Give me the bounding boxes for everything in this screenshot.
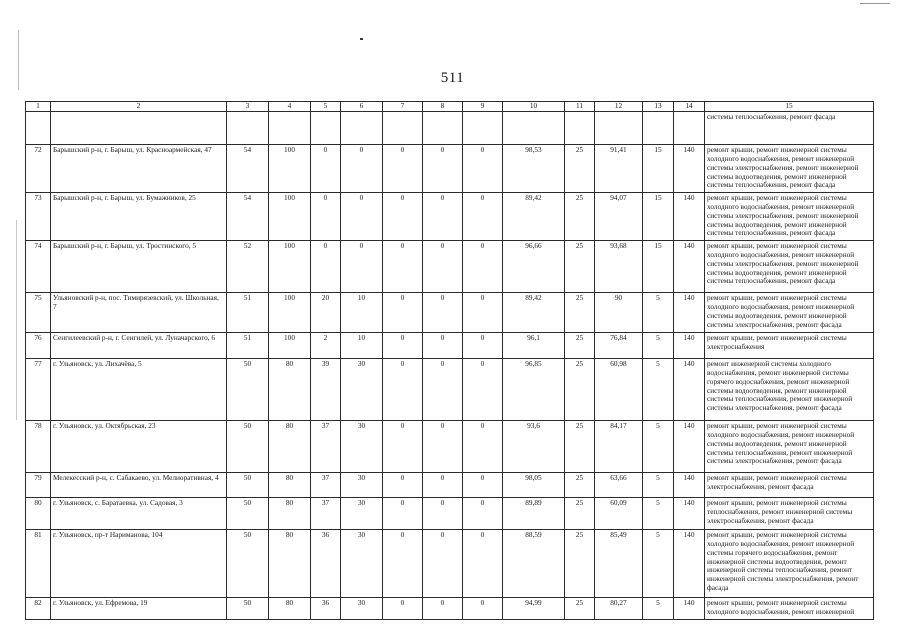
column-header-12: 12 bbox=[595, 102, 643, 112]
value-cell-c5: 36 bbox=[311, 597, 341, 619]
address-cell: г. Ульяновск, пр-т Нариманова, 104 bbox=[51, 529, 227, 597]
registry-table bbox=[25, 101, 874, 620]
value-cell-c8: 0 bbox=[423, 292, 463, 332]
value-cell-c7: 0 bbox=[383, 529, 423, 597]
value-cell-c6: 30 bbox=[341, 597, 383, 619]
value-cell-c13: 5 bbox=[643, 529, 674, 597]
value-cell-c4: 80 bbox=[269, 420, 311, 472]
value-cell-c7: 0 bbox=[383, 192, 423, 240]
table-row bbox=[26, 529, 874, 597]
column-header-15: 15 bbox=[705, 102, 874, 112]
value-cell-c7: 0 bbox=[383, 497, 423, 529]
value-cell-c3: 54 bbox=[227, 192, 269, 240]
value-cell-c7: 0 bbox=[383, 358, 423, 420]
value-cell-c9: 0 bbox=[463, 358, 503, 420]
value-cell-c6: 0 bbox=[341, 144, 383, 192]
value-cell-c8: 0 bbox=[423, 529, 463, 597]
value-cell-c11: 25 bbox=[565, 292, 595, 332]
value-cell-c5: 0 bbox=[311, 144, 341, 192]
scan-mark bbox=[16, 220, 17, 420]
value-cell-c3: 50 bbox=[227, 497, 269, 529]
value-cell-c5: 0 bbox=[311, 240, 341, 292]
value-cell-c14: 140 bbox=[674, 292, 705, 332]
column-header-2: 2 bbox=[51, 102, 227, 112]
value-cell-c14: 140 bbox=[674, 597, 705, 619]
value-cell-c10: 98,53 bbox=[503, 144, 565, 192]
table-row bbox=[26, 420, 874, 472]
value-cell-c6: 10 bbox=[341, 332, 383, 358]
row-number-cell: 81 bbox=[26, 529, 51, 597]
column-header-6: 6 bbox=[341, 102, 383, 112]
table-row bbox=[26, 358, 874, 420]
value-cell-c12: 93,68 bbox=[595, 240, 643, 292]
value-cell-c13: 5 bbox=[643, 497, 674, 529]
value-cell-c5: 37 bbox=[311, 497, 341, 529]
table-row bbox=[26, 192, 874, 240]
value-cell-c12: 60,09 bbox=[595, 497, 643, 529]
column-header-11: 11 bbox=[565, 102, 595, 112]
column-header-5: 5 bbox=[311, 102, 341, 112]
table-row bbox=[26, 332, 874, 358]
table-row bbox=[26, 144, 874, 192]
value-cell-c5: 2 bbox=[311, 332, 341, 358]
page-number: 511 bbox=[440, 70, 465, 86]
value-cell-c13: 5 bbox=[643, 597, 674, 619]
table-header-row bbox=[26, 102, 874, 112]
row-number-cell: 73 bbox=[26, 192, 51, 240]
column-header-7: 7 bbox=[383, 102, 423, 112]
row-number-cell: 75 bbox=[26, 292, 51, 332]
value-cell-c7: 0 bbox=[383, 144, 423, 192]
value-cell-c12: 80,27 bbox=[595, 597, 643, 619]
value-cell-c3: 50 bbox=[227, 472, 269, 497]
value-cell-c7: 0 bbox=[383, 420, 423, 472]
table-row bbox=[26, 292, 874, 332]
row-number-cell: 72 bbox=[26, 144, 51, 192]
value-cell-c14: 140 bbox=[674, 358, 705, 420]
value-cell-c11: 25 bbox=[565, 240, 595, 292]
value-cell-c8: 0 bbox=[423, 497, 463, 529]
value-cell-c12: 90 bbox=[595, 292, 643, 332]
value-cell-c3: 50 bbox=[227, 597, 269, 619]
value-cell-c11: 25 bbox=[565, 332, 595, 358]
scan-mark bbox=[860, 3, 890, 4]
column-header-13: 13 bbox=[643, 102, 674, 112]
value-cell-c9: 0 bbox=[463, 472, 503, 497]
table-row bbox=[26, 497, 874, 529]
table-row bbox=[26, 597, 874, 619]
value-cell-c8: 0 bbox=[423, 144, 463, 192]
table-row-continuation bbox=[26, 111, 874, 144]
value-cell-c6: 30 bbox=[341, 420, 383, 472]
column-header-9: 9 bbox=[463, 102, 503, 112]
value-cell-c5: 37 bbox=[311, 420, 341, 472]
value-cell-c3: 51 bbox=[227, 292, 269, 332]
value-cell-c3: 50 bbox=[227, 420, 269, 472]
value-cell-c10: 96,1 bbox=[503, 332, 565, 358]
address-cell: Ульяновский р-н, пос. Тимирязевский, ул. Школьная, 7 bbox=[51, 292, 227, 332]
value-cell-c11: 25 bbox=[565, 144, 595, 192]
value-cell-c3: 51 bbox=[227, 332, 269, 358]
value-cell-c5: 0 bbox=[311, 192, 341, 240]
value-cell-c9: 0 bbox=[463, 497, 503, 529]
value-cell-c10: 88,59 bbox=[503, 529, 565, 597]
value-cell-c8: 0 bbox=[423, 240, 463, 292]
row-number-cell: 80 bbox=[26, 497, 51, 529]
value-cell-c14: 140 bbox=[674, 420, 705, 472]
column-header-4: 4 bbox=[269, 102, 311, 112]
works-cell: ремонт крыши, ремонт инженерной системы холодного водоснабжения, ремонт инженерной системы водоотведения, ремонт инженерной системы теплоснабжения, ремонт инженерной системы электроснабжения, ремонт фасада bbox=[705, 420, 874, 472]
value-cell-c13: 5 bbox=[643, 358, 674, 420]
value-cell-c11: 25 bbox=[565, 358, 595, 420]
works-cell: ремонт крыши, ремонт инженерной системы холодного водоснабжения, ремонт инженерной системы электроснабжения, ремонт инженерной системы водоотведения, ремонт инженерной системы теплоснабжения, ремонт фасада bbox=[705, 240, 874, 292]
value-cell-c8: 0 bbox=[423, 332, 463, 358]
value-cell-c8: 0 bbox=[423, 597, 463, 619]
value-cell-c11: 25 bbox=[565, 420, 595, 472]
address-cell: Сенгилеевский р-н, г. Сенгилей, ул. Луначарского, 6 bbox=[51, 332, 227, 358]
value-cell-c6: 30 bbox=[341, 497, 383, 529]
value-cell-c3: 50 bbox=[227, 358, 269, 420]
value-cell-c9: 0 bbox=[463, 240, 503, 292]
value-cell-c14: 140 bbox=[674, 472, 705, 497]
works-cell: ремонт инженерной системы холодного водоснабжения, ремонт инженерной системы горячего водоснабжения, ремонт инженерной системы водоотведения, ремонт инженерной системы теплоснабжения, ремонт инженерной системы электроснабжения, ремонт фасада bbox=[705, 358, 874, 420]
value-cell-c12: 76,84 bbox=[595, 332, 643, 358]
column-header-3: 3 bbox=[227, 102, 269, 112]
value-cell-c11: 25 bbox=[565, 529, 595, 597]
value-cell-c8: 0 bbox=[423, 472, 463, 497]
value-cell-c9: 0 bbox=[463, 420, 503, 472]
works-cell: ремонт крыши, ремонт инженерной системы холодного водоснабжения, ремонт инженерной системы электроснабжения, ремонт инженерной системы водоотведения, ремонт инженерной системы теплоснабжения, ремонт фасада bbox=[705, 144, 874, 192]
value-cell-c4: 80 bbox=[269, 358, 311, 420]
value-cell-c12: 85,49 bbox=[595, 529, 643, 597]
value-cell-c12: 91,41 bbox=[595, 144, 643, 192]
value-cell-c7: 0 bbox=[383, 292, 423, 332]
value-cell-c10: 89,42 bbox=[503, 192, 565, 240]
value-cell-c14: 140 bbox=[674, 529, 705, 597]
address-cell: Мелекесский р-н, с. Сабакаево, ул. Мелиоративная, 4 bbox=[51, 472, 227, 497]
value-cell-c14: 140 bbox=[674, 144, 705, 192]
value-cell-c10: 94,99 bbox=[503, 597, 565, 619]
value-cell-c6: 0 bbox=[341, 192, 383, 240]
value-cell-c11: 25 bbox=[565, 472, 595, 497]
value-cell-c9: 0 bbox=[463, 144, 503, 192]
row-number-cell: 82 bbox=[26, 597, 51, 619]
row-number-cell: 78 bbox=[26, 420, 51, 472]
value-cell-c9: 0 bbox=[463, 192, 503, 240]
value-cell-c14: 140 bbox=[674, 497, 705, 529]
scan-mark bbox=[360, 38, 363, 40]
value-cell-c7: 0 bbox=[383, 597, 423, 619]
value-cell-c8: 0 bbox=[423, 420, 463, 472]
value-cell-c13: 5 bbox=[643, 332, 674, 358]
table-row bbox=[26, 472, 874, 497]
value-cell-c4: 80 bbox=[269, 529, 311, 597]
address-cell: г. Ульяновск, с. Баратаевка, ул. Садовая, 3 bbox=[51, 497, 227, 529]
works-cell: ремонт крыши, ремонт инженерной системы электроснабжения bbox=[705, 332, 874, 358]
address-cell: Барышский р-н, г. Барыш, ул. Бумажников, 25 bbox=[51, 192, 227, 240]
value-cell-c4: 100 bbox=[269, 192, 311, 240]
value-cell-c6: 0 bbox=[341, 240, 383, 292]
value-cell-c9: 0 bbox=[463, 597, 503, 619]
value-cell-c5: 39 bbox=[311, 358, 341, 420]
value-cell-c13: 5 bbox=[643, 420, 674, 472]
value-cell-c12: 63,66 bbox=[595, 472, 643, 497]
value-cell-c11: 25 bbox=[565, 597, 595, 619]
value-cell-c3: 52 bbox=[227, 240, 269, 292]
address-cell: Барышский р-н, г. Барыш, ул. Тростинского, 5 bbox=[51, 240, 227, 292]
value-cell-c5: 20 bbox=[311, 292, 341, 332]
value-cell-c4: 80 bbox=[269, 472, 311, 497]
address-cell: г. Ульяновск, ул. Октябрьская, 23 bbox=[51, 420, 227, 472]
value-cell-c13: 5 bbox=[643, 292, 674, 332]
value-cell-c11: 25 bbox=[565, 192, 595, 240]
value-cell-c10: 96,85 bbox=[503, 358, 565, 420]
column-header-8: 8 bbox=[423, 102, 463, 112]
value-cell-c11: 25 bbox=[565, 497, 595, 529]
value-cell-c4: 80 bbox=[269, 597, 311, 619]
value-cell-c10: 96,66 bbox=[503, 240, 565, 292]
value-cell-c10: 89,89 bbox=[503, 497, 565, 529]
column-header-1: 1 bbox=[26, 102, 51, 112]
value-cell-c10: 98,05 bbox=[503, 472, 565, 497]
value-cell-c13: 15 bbox=[643, 192, 674, 240]
column-header-14: 14 bbox=[674, 102, 705, 112]
works-cell: ремонт крыши, ремонт инженерной системы холодного водоснабжения, ремонт инженерной bbox=[705, 597, 874, 619]
value-cell-c10: 89,42 bbox=[503, 292, 565, 332]
column-header-10: 10 bbox=[503, 102, 565, 112]
value-cell-c7: 0 bbox=[383, 332, 423, 358]
value-cell-c6: 30 bbox=[341, 472, 383, 497]
value-cell-c7: 0 bbox=[383, 240, 423, 292]
value-cell-c14: 140 bbox=[674, 332, 705, 358]
value-cell-c4: 100 bbox=[269, 240, 311, 292]
works-cell: ремонт крыши, ремонт инженерной системы холодного водоснабжения, ремонт инженерной системы водоотведения, ремонт инженерной системы электроснабжения, ремонт фасада bbox=[705, 292, 874, 332]
value-cell-c14: 140 bbox=[674, 240, 705, 292]
value-cell-c7: 0 bbox=[383, 472, 423, 497]
value-cell-c4: 80 bbox=[269, 497, 311, 529]
value-cell-c5: 37 bbox=[311, 472, 341, 497]
value-cell-c6: 30 bbox=[341, 529, 383, 597]
value-cell-c9: 0 bbox=[463, 332, 503, 358]
value-cell-c13: 15 bbox=[643, 144, 674, 192]
works-cell: ремонт крыши, ремонт инженерной системы холодного водоснабжения, ремонт инженерной системы горячего водоснабжения, ремонт инженерной системы водоотведения, ремонт инженерной системы теплоснабжения, ремонт инженерной системы электроснабжения, ремонт фасада bbox=[705, 529, 874, 597]
value-cell-c5: 36 bbox=[311, 529, 341, 597]
address-cell: г. Ульяновск, ул. Лихачёва, 5 bbox=[51, 358, 227, 420]
value-cell-c4: 100 bbox=[269, 292, 311, 332]
row-number-cell: 79 bbox=[26, 472, 51, 497]
value-cell-c9: 0 bbox=[463, 292, 503, 332]
value-cell-c13: 15 bbox=[643, 240, 674, 292]
value-cell-c12: 94,07 bbox=[595, 192, 643, 240]
value-cell-c12: 60,98 bbox=[595, 358, 643, 420]
value-cell-c3: 50 bbox=[227, 529, 269, 597]
value-cell-c8: 0 bbox=[423, 358, 463, 420]
value-cell-c12: 84,17 bbox=[595, 420, 643, 472]
row-number-cell: 76 bbox=[26, 332, 51, 358]
address-cell: г. Ульяновск, ул. Ефремова, 19 bbox=[51, 597, 227, 619]
row-number-cell: 77 bbox=[26, 358, 51, 420]
value-cell-c10: 93,6 bbox=[503, 420, 565, 472]
address-cell: Барышский р-н, г. Барыш, ул. Красноармейская, 47 bbox=[51, 144, 227, 192]
value-cell-c4: 100 bbox=[269, 144, 311, 192]
value-cell-c6: 10 bbox=[341, 292, 383, 332]
works-cell: ремонт крыши, ремонт инженерной системы холодного водоснабжения, ремонт инженерной системы электроснабжения, ремонт инженерной системы водоотведения, ремонт инженерной системы теплоснабжения, ремонт фасада bbox=[705, 192, 874, 240]
works-cell: ремонт крыши, ремонт инженерной системы теплоснабжения, ремонт инженерной системы электроснабжения, ремонт фасада bbox=[705, 497, 874, 529]
value-cell-c8: 0 bbox=[423, 192, 463, 240]
works-cell: ремонт крыши, ремонт инженерной системы электроснабжения, ремонт фасада bbox=[705, 472, 874, 497]
row-number-cell: 74 bbox=[26, 240, 51, 292]
value-cell-c13: 5 bbox=[643, 472, 674, 497]
works-cell: системы теплоснабжения, ремонт фасада bbox=[705, 111, 874, 144]
value-cell-c6: 30 bbox=[341, 358, 383, 420]
value-cell-c9: 0 bbox=[463, 529, 503, 597]
value-cell-c4: 100 bbox=[269, 332, 311, 358]
value-cell-c14: 140 bbox=[674, 192, 705, 240]
table-row bbox=[26, 240, 874, 292]
value-cell-c3: 54 bbox=[227, 144, 269, 192]
